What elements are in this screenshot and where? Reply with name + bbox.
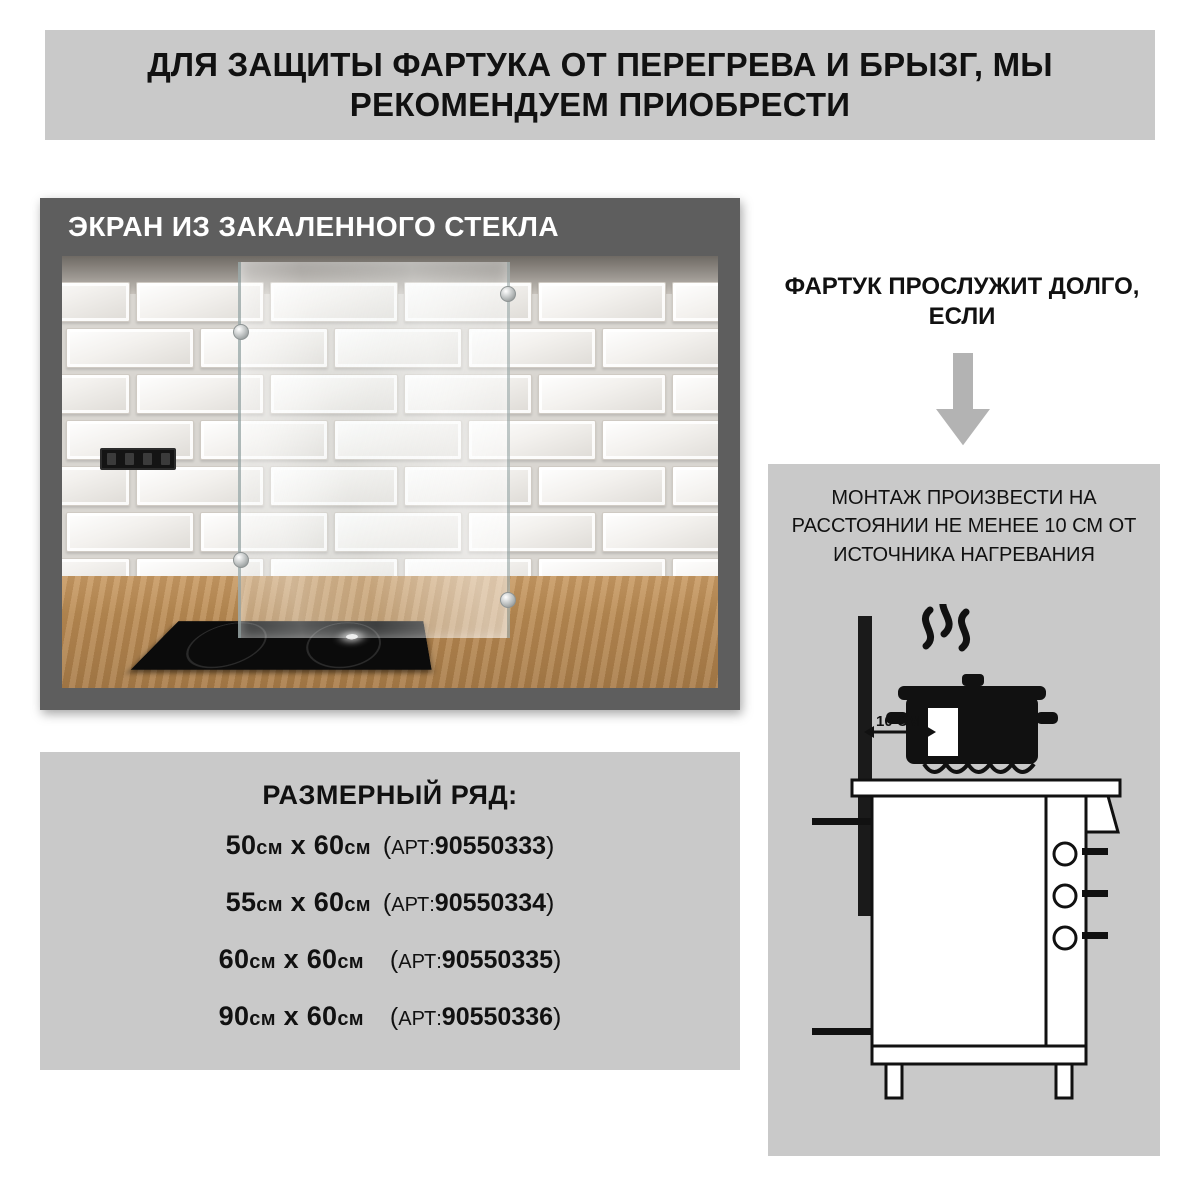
photo-card-caption: ЭКРАН ИЗ ЗАКАЛЕННОГО СТЕКЛА [68, 211, 559, 242]
mounting-info-panel [768, 464, 1160, 1156]
wall-sockets-icon [100, 448, 176, 470]
size-row [40, 944, 740, 1001]
size-dimensions: 55см x 60см [225, 887, 371, 917]
mounting-info-text: МОНТАЖ ПРОИЗВЕСТИ НА РАССТОЯНИИ НЕ МЕНЕЕ 10 СМ ОТ ИСТОЧНИКА НАГРЕВАНИЯ [791, 487, 1137, 566]
size-dimensions: 60см x 60см [218, 944, 364, 974]
brick-tile [538, 374, 666, 414]
size-article: (АРТ:90550335) [389, 946, 562, 974]
glass-screw-icon [233, 324, 249, 340]
top-banner-text: ДЛЯ ЗАЩИТЫ ФАРТУКА ОТ ПЕРЕГРЕВА И БРЫЗГ, МЫ РЕКОМЕНДУЕМ ПРИОБРЕСТИ [147, 45, 1053, 123]
brick-tile [66, 328, 194, 368]
right-column-title: ФАРТУК ПРОСЛУЖИТ ДОЛГО, ЕСЛИ [784, 273, 1140, 330]
size-row [40, 830, 740, 887]
top-banner [45, 30, 1155, 140]
size-dimensions: 50см x 60см [225, 830, 371, 860]
size-dimensions: 90см x 60см [218, 1001, 364, 1031]
brick-tile [672, 374, 718, 414]
brick-tile [538, 466, 666, 506]
brick-tile [602, 328, 718, 368]
glass-screw-icon [500, 286, 516, 302]
brick-tile [672, 282, 718, 322]
brick-tile [62, 558, 130, 576]
brick-tile [538, 558, 666, 576]
photo-card [40, 198, 740, 710]
brick-tile [602, 420, 718, 460]
arrow-down-icon [930, 352, 996, 450]
brick-tile [62, 374, 130, 414]
brick-tile [602, 512, 718, 552]
size-article: (АРТ:90550333) [382, 832, 555, 860]
glass-screw-icon [233, 552, 249, 568]
brick-tile [66, 512, 194, 552]
brick-tile [672, 466, 718, 506]
size-row [40, 887, 740, 944]
brick-tile [672, 558, 718, 576]
distance-label: 10 СМ [876, 713, 920, 730]
glass-reflection [241, 262, 507, 638]
glass-screw-icon [500, 592, 516, 608]
size-list [40, 830, 740, 1058]
size-panel [40, 752, 740, 1070]
brick-tile [62, 282, 130, 322]
tempered-glass-screen [238, 262, 510, 638]
size-article: (АРТ:90550334) [382, 889, 555, 917]
stove-distance-diagram [776, 604, 1152, 1144]
kitchen-photo [62, 256, 718, 688]
brick-tile [62, 466, 130, 506]
brick-tile [538, 282, 666, 322]
size-panel-title: РАЗМЕРНЫЙ РЯД: [262, 780, 518, 810]
size-row [40, 1001, 740, 1058]
size-article: (АРТ:90550336) [389, 1003, 562, 1031]
